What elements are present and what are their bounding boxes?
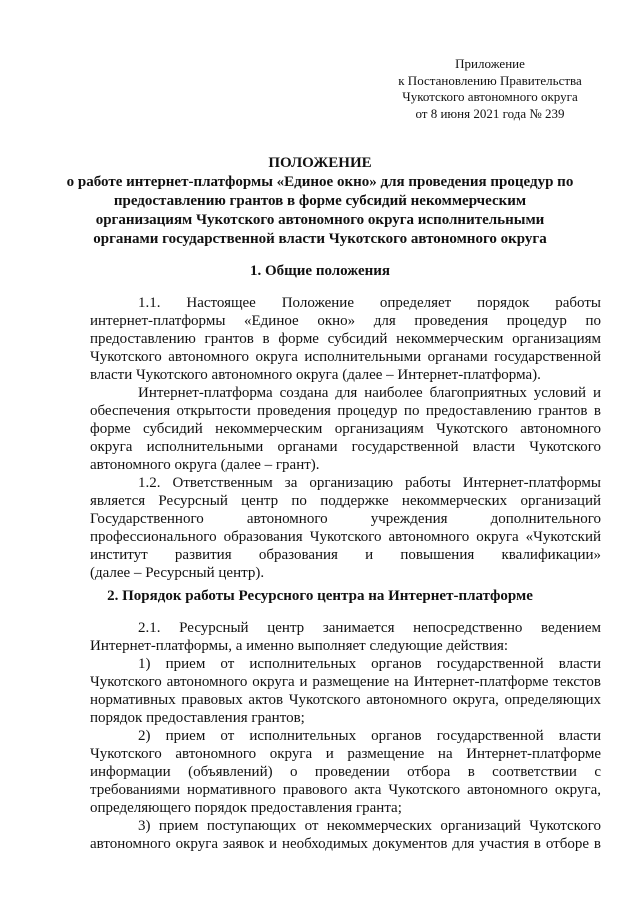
document-title xyxy=(40,154,600,249)
appendix-line: к Постановлению Правительства xyxy=(398,72,582,88)
paragraph-line: Интернет-платформы, а именно выполняет следующие действия: xyxy=(90,638,509,654)
paragraph-line: 1.2. Ответственным за организацию работы Интернет-платформы xyxy=(138,475,601,491)
paragraph-line: Чукотского автономного округа и размещение на Интернет-платформе xyxy=(90,746,601,762)
paragraph-line: округа исполнительными органами государственной власти Чукотского xyxy=(90,439,601,455)
paragraph-line: нормативных правовых актов Чукотского автономного округа, определяющих xyxy=(90,692,601,708)
paragraph-line: (далее – Ресурсный центр). xyxy=(90,565,265,581)
paragraph-line: 2) прием от исполнительных органов государственной власти xyxy=(138,728,601,744)
paragraph-line: Интернет-платформа создана для наиболее благоприятных условий и xyxy=(138,385,601,401)
paragraph-line: информации (объявлений) о проведении отбора в соответствии с xyxy=(90,764,601,780)
paragraph-line: 1) прием от исполнительных органов государственной власти xyxy=(138,656,601,672)
paragraph-line: форме субсидий некоммерческим организациям Чукотского автономного xyxy=(90,421,601,437)
paragraph-line: профессионального образования Чукотского автономного округа «Чукотский xyxy=(90,529,601,545)
paragraph-line: 3) прием поступающих от некоммерческих организаций Чукотского xyxy=(138,818,601,834)
paragraph-line: определяющего порядок предоставления гранта; xyxy=(90,800,402,816)
paragraph-line: 1.1. Настоящее Положение определяет порядок работы xyxy=(138,295,601,311)
paragraph-line: требованиями нормативного правового акта Чукотского автономного округа, xyxy=(90,782,601,798)
paragraph-line: интернет-платформы «Единое окно» для проведения процедур по xyxy=(90,313,601,329)
paragraph-line: обеспечения открытости проведения процедур по предоставлению грантов в xyxy=(90,403,601,419)
paragraph-line: власти Чукотского автономного округа (далее – Интернет-платформа). xyxy=(90,367,541,383)
paragraph-line: 2.1. Ресурсный центр занимается непосредственно ведением xyxy=(138,620,601,636)
paragraph-line: предоставлению грантов в форме субсидий некоммерческим организациям xyxy=(90,331,601,347)
paragraph-line: институт развития образования и повышения квалификации» xyxy=(90,547,601,563)
title-line: о работе интернет-платформы «Единое окно» для проведения процедур по xyxy=(66,174,574,190)
paragraph-line: является Ресурсный центр по поддержке некоммерческих организаций xyxy=(90,493,601,509)
paragraph-line: автономного округа (далее – грант). xyxy=(90,457,320,473)
paragraph-line: порядок предоставления грантов; xyxy=(90,710,305,726)
appendix-block xyxy=(380,56,600,122)
appendix-line: от 8 июня 2021 года № 239 xyxy=(415,105,565,121)
title-line: органами государственной власти Чукотского автономного округа xyxy=(93,231,547,247)
title-line: организациям Чукотского автономного округа исполнительными xyxy=(95,212,545,228)
paragraph-line: автономного округа заявок и необходимых документов для участия в отборе в xyxy=(90,836,601,852)
title-line: предоставлению грантов в форме субсидий некоммерческим xyxy=(113,193,527,209)
title-heading: ПОЛОЖЕНИЕ xyxy=(268,155,372,171)
section-2-body xyxy=(90,619,601,853)
section-1-heading: 1. Общие положения xyxy=(249,263,391,279)
appendix-line: Чукотского автономного округа xyxy=(402,89,578,104)
paragraph-line: Чукотского автономного округа исполнительными органами государственной xyxy=(90,349,601,365)
paragraph-line: Чукотского автономного округа и размещение на Интернет-платформе текстов xyxy=(90,674,601,690)
section-2-heading: 2. Порядок работы Ресурсного центра на Интернет-платформе xyxy=(107,588,533,604)
paragraph-line: Государственного автономного учреждения дополнительного xyxy=(90,511,601,527)
appendix-line: Приложение xyxy=(455,56,525,71)
section-1-body xyxy=(90,294,601,582)
